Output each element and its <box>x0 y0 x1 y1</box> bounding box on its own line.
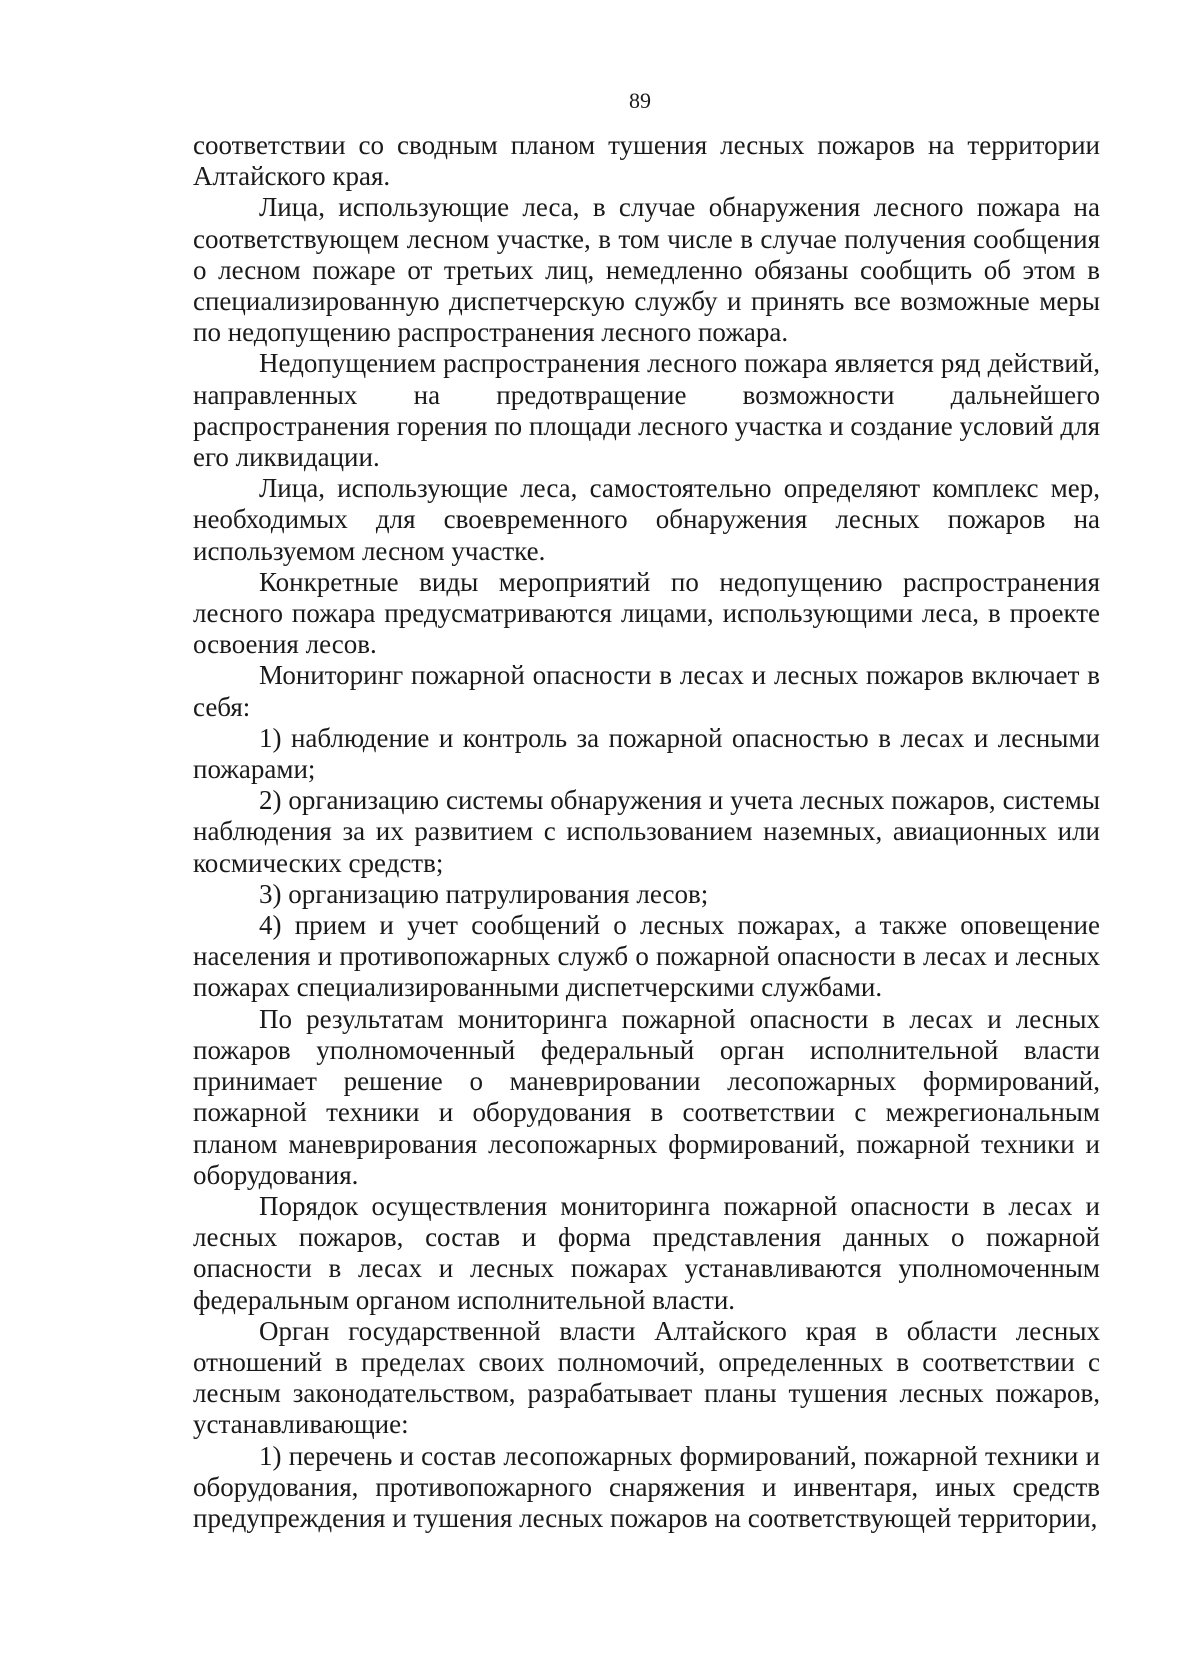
document-body <box>193 130 1100 1534</box>
paragraph-monitoring-intro: Мониторинг пожарной опасности в лесах и лесных пожаров включает в себя: <box>193 660 1100 722</box>
list-item-monitoring-4: 4) прием и учет сообщений о лесных пожарах, а также оповещение населения и противопожарных служб о пожарной опасности в лесах и лесных пожарах специализированными диспетчерскими службами. <box>193 910 1100 1003</box>
list-item-monitoring-2: 2) организацию системы обнаружения и учета лесных пожаров, системы наблюдения за их развитием с использованием наземных, авиационных или космических средств; <box>193 785 1100 878</box>
paragraph-fire-plans-intro: Орган государственной власти Алтайского края в области лесных отношений в пределах своих полномочий, определенных в соответствии с лесным законодательством, разрабатывает планы тушения лесных пожаров, устанавливающие: <box>193 1315 1100 1440</box>
paragraph-specific-measures: Конкретные виды мероприятий по недопущению распространения лесного пожара предусматриваются лицами, использующими леса, в проекте освоения лесов. <box>193 566 1100 660</box>
paragraph-prevention-definition: Недопущением распространения лесного пожара является ряд действий, направленных на предотвращение возможности дальнейшего распространения горения по площади лесного участка и создание условий для его ликвидации. <box>193 348 1100 473</box>
paragraph-continuation: соответствии со сводным планом тушения лесных пожаров на территории Алтайского края. <box>193 130 1100 192</box>
list-item-fire-plans-1: 1) перечень и состав лесопожарных формирований, пожарной техники и оборудования, противопожарного снаряжения и инвентаря, иных средств предупреждения и тушения лесных пожаров на соответствующей территории, <box>193 1440 1100 1533</box>
paragraph-forest-users-duty: Лица, использующие леса, в случае обнаружения лесного пожара на соответствующем лесном участке, в том числе в случае получения сообщения о лесном пожаре от третьих лиц, немедленно обязаны сообщить об этом в специализированную диспетчерскую службу и принять все возможные меры по недопущению распространения лесного пожара. <box>193 192 1100 348</box>
paragraph-monitoring-procedure: Порядок осуществления мониторинга пожарной опасности в лесах и лесных пожаров, состав и форма представления данных о пожарной опасности в лесах и лесных пожарах устанавливаются уполномоченным федеральным органом исполнительной власти. <box>193 1190 1100 1315</box>
paragraph-measures-complex: Лица, использующие леса, самостоятельно определяют комплекс мер, необходимых для своевременного обнаружения лесных пожаров на используемом лесном участке. <box>193 473 1100 566</box>
paragraph-maneuvering-decision: По результатам мониторинга пожарной опасности в лесах и лесных пожаров уполномоченный федеральный орган исполнительной власти принимает решение о маневрировании лесопожарных формирований, пожарной техники и оборудования в соответствии с межрегиональным планом маневрирования лесопожарных формирований, пожарной техники и оборудования. <box>193 1003 1100 1190</box>
page-number: 89 <box>629 88 651 113</box>
list-item-monitoring-3: 3) организацию патрулирования лесов; <box>259 878 709 909</box>
list-item-monitoring-1: 1) наблюдение и контроль за пожарной опасностью в лесах и лесными пожарами; <box>193 722 1100 785</box>
